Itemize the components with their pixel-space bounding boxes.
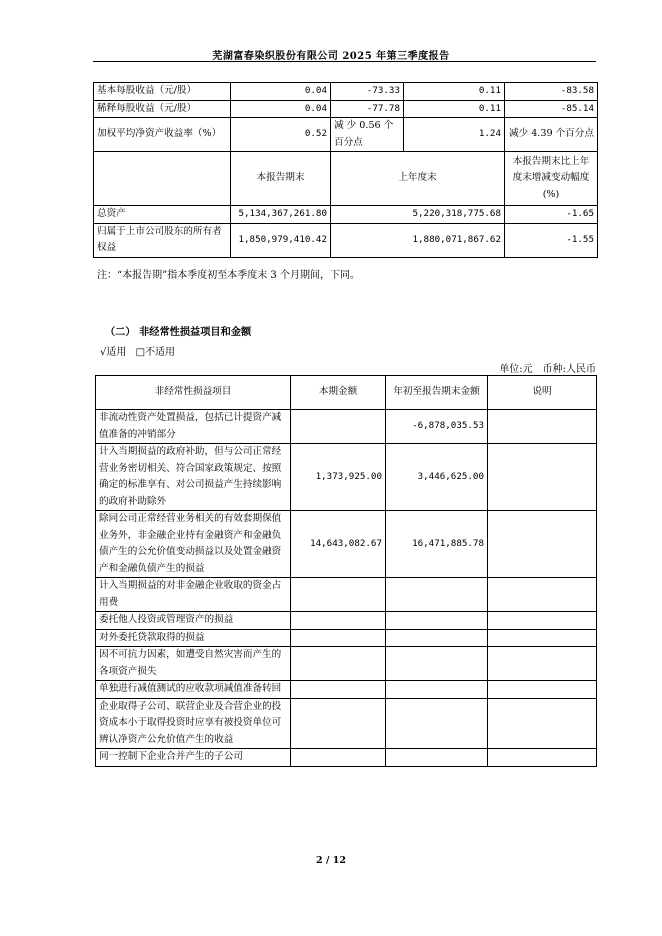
- item-note: [488, 647, 597, 681]
- ytd-amount: 16,471,885.78: [386, 511, 488, 578]
- item-note: [488, 749, 597, 767]
- table-row: [96, 511, 597, 578]
- column-header: 本报告期末: [231, 152, 331, 206]
- item-note: [488, 681, 597, 699]
- cell-value: -77.78: [331, 100, 404, 118]
- row-label: 基本每股收益（元/股）: [94, 83, 231, 101]
- cell-value: -85.14: [505, 100, 598, 118]
- table-row: [94, 83, 598, 101]
- cell-value: -73.33: [331, 83, 404, 101]
- item-note: [488, 612, 597, 630]
- cell-value: 1.24: [404, 118, 505, 152]
- table-row: [94, 223, 598, 257]
- header-rule: [93, 61, 596, 62]
- table-row: [96, 681, 597, 699]
- current-amount: [291, 681, 386, 699]
- table-row: [96, 410, 597, 444]
- ytd-amount: 3,446,625.00: [386, 444, 488, 511]
- item-note: [488, 698, 597, 749]
- cell-value: 减 少 0.56 个百分点: [331, 118, 404, 152]
- item-label: 计入当期损益的对非金融企业收取的资金占用费: [96, 578, 291, 612]
- column-header: 本期金额: [291, 376, 386, 410]
- item-note: [488, 410, 597, 444]
- column-header: 本报告期末比上年度末增减变动幅度(%): [505, 152, 598, 206]
- current-amount: [291, 698, 386, 749]
- cell-value: 0.11: [404, 83, 505, 101]
- item-note: [488, 511, 597, 578]
- table-row: [96, 444, 597, 511]
- current-amount: [291, 612, 386, 630]
- ytd-amount: [386, 612, 488, 630]
- cell-value: 5,220,318,775.68: [331, 206, 505, 224]
- current-amount: 14,643,082.67: [291, 511, 386, 578]
- item-note: [488, 629, 597, 647]
- row-label: 稀释每股收益（元/股）: [94, 100, 231, 118]
- table-header-row: [96, 376, 597, 410]
- table-row: [96, 629, 597, 647]
- cell-value: -1.55: [505, 223, 598, 257]
- current-amount: [291, 578, 386, 612]
- ytd-amount: [386, 629, 488, 647]
- column-header: 非经常性损益项目: [96, 376, 291, 410]
- item-label: 因不可抗力因素，如遭受自然灾害而产生的各项资产损失: [96, 647, 291, 681]
- page-header-title: 芜湖富春染织股份有限公司 2025 年第三季度报告: [212, 51, 450, 62]
- row-label: 总资产: [94, 206, 231, 224]
- ytd-amount: -6,878,035.53: [386, 410, 488, 444]
- table-row: [96, 612, 597, 630]
- table-row: [96, 647, 597, 681]
- current-amount: [291, 629, 386, 647]
- ytd-amount: [386, 578, 488, 612]
- current-amount: [291, 647, 386, 681]
- cell-value: -83.58: [505, 83, 598, 101]
- non-recurring-items-table: [95, 375, 597, 767]
- empty-header-cell: [94, 152, 231, 206]
- ytd-amount: [386, 647, 488, 681]
- current-amount: [291, 749, 386, 767]
- apply-checked-option: √适用: [100, 347, 127, 358]
- cell-value: 0.52: [231, 118, 331, 152]
- section-title: （二） 非经常性损益项目和金额: [105, 326, 252, 338]
- current-amount: 1,373,925.00: [291, 444, 386, 511]
- unit-currency-label: 单位:元 币种:人民币: [499, 364, 596, 375]
- cell-value: 1,850,979,410.42: [231, 223, 331, 257]
- row-label: 加权平均净资产收益率（%）: [94, 118, 231, 152]
- item-label: 企业取得子公司、联营企业及合营企业的投资成本小于取得投资时应享有被投资单位可辨认净资产公允价值产生的收益: [96, 698, 291, 749]
- key-financials-table: [93, 82, 598, 258]
- item-label: 同一控制下企业合并产生的子公司: [96, 749, 291, 767]
- column-header: 说明: [488, 376, 597, 410]
- table-row: [94, 100, 598, 118]
- column-header: 上年度末: [331, 152, 505, 206]
- ytd-amount: [386, 749, 488, 767]
- cell-value: 0.11: [404, 100, 505, 118]
- item-note: [488, 578, 597, 612]
- item-label: 非流动性资产处置损益，包括已计提资产减值准备的冲销部分: [96, 410, 291, 444]
- item-label: 委托他人投资或管理资产的损益: [96, 612, 291, 630]
- column-header: 年初至报告期末金额: [386, 376, 488, 410]
- applicability-options: [100, 343, 175, 358]
- not-apply-option: □不适用: [135, 347, 176, 358]
- cell-value: 0.04: [231, 100, 331, 118]
- table-header-row: [94, 152, 598, 206]
- table-note: 注：“本报告期”指本季度初至本季度末 3 个月期间，下同。: [97, 270, 360, 281]
- cell-value: 5,134,367,261.80: [231, 206, 331, 224]
- item-label: 除同公司正常经营业务相关的有效套期保值业务外，非金融企业持有金融资产和金融负债产生的公允价值变动损益以及处置金融资产和金融负债产生的损益: [96, 511, 291, 578]
- table-row: [94, 206, 598, 224]
- item-label: 单独进行减值测试的应收款项减值准备转回: [96, 681, 291, 699]
- item-label: 计入当期损益的政府补助，但与公司正常经营业务密切相关、符合国家政策规定、按照确定的标准享有、对公司损益产生持续影响的政府补助除外: [96, 444, 291, 511]
- table-row: [96, 578, 597, 612]
- item-note: [488, 444, 597, 511]
- cell-value: 1,880,071,867.62: [331, 223, 505, 257]
- cell-value: 减少 4.39 个百分点: [505, 118, 598, 152]
- cell-value: 0.04: [231, 83, 331, 101]
- ytd-amount: [386, 698, 488, 749]
- item-label: 对外委托贷款取得的损益: [96, 629, 291, 647]
- ytd-amount: [386, 681, 488, 699]
- table-row: [96, 749, 597, 767]
- cell-value: -1.65: [505, 206, 598, 224]
- table-row: [96, 698, 597, 749]
- page-number: 2 / 12: [316, 855, 346, 866]
- table-row: [94, 118, 598, 152]
- row-label: 归属于上市公司股东的所有者权益: [94, 223, 231, 257]
- current-amount: [291, 410, 386, 444]
